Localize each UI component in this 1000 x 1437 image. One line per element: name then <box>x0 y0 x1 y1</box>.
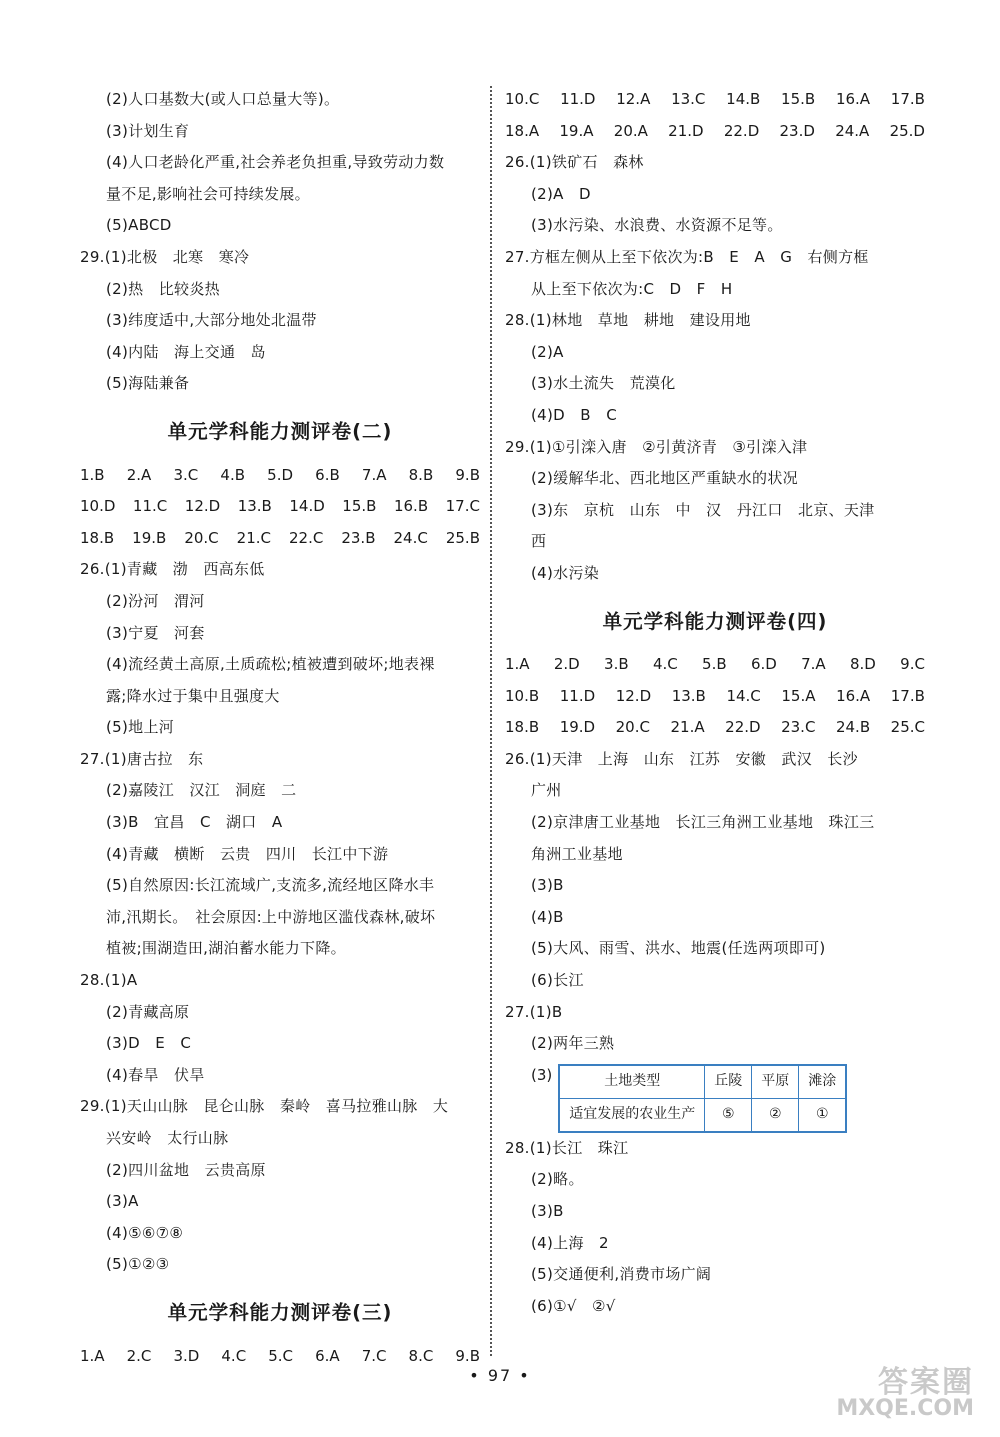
choice-answer: 11.D <box>560 90 596 108</box>
answer-line: (3)A <box>106 1192 139 1211</box>
choice-answer: 2.D <box>553 655 580 674</box>
choice-answer: 20.C <box>184 528 219 547</box>
answer-line: 26.(1)青藏 渤 西高东低 <box>80 560 265 579</box>
answer-line: (6)长江 <box>531 971 584 990</box>
answer-line: (4)青藏 横断 云贵 四川 长江中下游 <box>106 844 389 863</box>
choice-answer: 4.B <box>220 465 246 484</box>
table-cell: ① <box>799 1098 847 1132</box>
choice-answer: 24.B <box>835 718 871 737</box>
choice-answer: 15.B <box>781 90 816 108</box>
choice-answer-row <box>80 523 480 555</box>
right-column <box>505 84 925 1322</box>
column-divider <box>490 86 492 1356</box>
choice-answer: 16.B <box>393 497 429 516</box>
section-heading-3: 单元学科能力测评卷(三) <box>167 1300 393 1324</box>
choice-answer: 13.C <box>671 90 706 108</box>
choice-answer: 6.A <box>315 1346 340 1365</box>
choice-answer: 7.A <box>801 655 826 674</box>
answer-line: (5)①②③ <box>106 1255 170 1274</box>
choice-answer: 23.B <box>341 528 376 547</box>
choice-answer: 5.B <box>702 655 727 674</box>
choice-answer: 3.C <box>173 465 199 484</box>
choice-answer: 18.B <box>80 528 115 547</box>
watermark-logo <box>794 1365 974 1422</box>
section-4-choice-answers <box>505 649 925 744</box>
choice-answer: 1.A <box>505 655 530 674</box>
choice-answer: 25.B <box>445 528 480 547</box>
section-4-answers-part1 <box>505 744 925 1060</box>
choice-answer: 21.A <box>670 718 705 737</box>
choice-answer-row <box>505 649 925 681</box>
choice-answer: 22.C <box>289 528 324 547</box>
answer-line: (3)东 京杭 山东 中 汉 丹江口 北京、天津 <box>531 500 875 519</box>
land-table-row <box>505 1060 925 1133</box>
answer-line: 量不足,影响社会可持续发展。 <box>106 184 310 203</box>
answer-line: 29.(1)①引滦入唐 ②引黄济青 ③引滦入津 <box>505 437 808 456</box>
choice-answer: 25.C <box>890 718 925 737</box>
section-heading-4: 单元学科能力测评卷(四) <box>602 609 828 633</box>
choice-answer: 4.C <box>652 655 678 674</box>
choice-answer: 10.C <box>505 90 540 108</box>
answer-line: (2)京津唐工业基地 长江三角洲工业基地 珠江三 <box>531 813 875 832</box>
choice-answer: 3.B <box>604 655 629 674</box>
answer-line: (3)B <box>531 876 564 895</box>
answer-line: (4)春旱 伏旱 <box>106 1065 205 1084</box>
answer-line: (2)A D <box>531 184 591 203</box>
choice-answer: 8.B <box>408 465 434 484</box>
page-number: • 97 • <box>469 1366 531 1385</box>
choice-answer: 17.B <box>890 686 925 705</box>
answer-line: 28.(1)长江 珠江 <box>505 1138 629 1157</box>
answer-line: (2)两年三熟 <box>531 1034 615 1053</box>
table-header-cell: 平原 <box>752 1065 799 1099</box>
table-cell: 适宜发展的农业生产 <box>559 1098 705 1132</box>
answer-line: (2)人口基数大(或人口总量大等)。 <box>106 90 340 108</box>
choice-answer: 2.A <box>126 465 152 484</box>
section-2-answers <box>80 554 480 1281</box>
answer-line: (3)水土流失 荒漠化 <box>531 374 676 393</box>
choice-answer-row <box>505 84 925 116</box>
answer-line: (4)人口老龄化严重,社会养老负担重,导致劳动力数 <box>106 153 445 172</box>
choice-answer-row <box>80 460 480 492</box>
answer-line: (3)B 宜昌 C 湖口 A <box>106 813 283 832</box>
answer-line: 从上至下依次为:C D F H <box>531 279 733 298</box>
choice-answer: 9.B <box>455 1346 480 1365</box>
choice-answer-row <box>505 681 925 713</box>
answer-line: (3)D E C <box>106 1034 192 1053</box>
answer-line: (2)嘉陵江 汉江 洞庭 二 <box>106 781 297 800</box>
choice-answer: 20.C <box>615 718 650 737</box>
choice-answer: 16.A <box>835 90 871 108</box>
choice-answer: 14.B <box>726 90 761 108</box>
choice-answer: 7.A <box>361 465 387 484</box>
answer-line: (4)⑤⑥⑦⑧ <box>106 1223 184 1242</box>
choice-answer: 1.A <box>80 1346 105 1365</box>
choice-answer: 9.B <box>455 465 480 484</box>
answer-line: (3)计划生育 <box>106 121 190 140</box>
choice-answer: 21.C <box>236 528 271 547</box>
answer-line: 兴安岭 太行山脉 <box>106 1129 229 1147</box>
choice-answer: 8.D <box>850 655 876 674</box>
answer-line: (2)缓解华北、西北地区严重缺水的状况 <box>531 469 798 488</box>
answer-line: 27.(1)B <box>505 1002 563 1021</box>
answer-line: (2)四川盆地 云贵高原 <box>106 1160 266 1179</box>
choice-answer-row <box>505 116 925 148</box>
section-3-answers <box>505 147 925 589</box>
choice-answer: 5.C <box>268 1346 294 1365</box>
answer-line: (3)B <box>531 1202 564 1220</box>
choice-answer: 13.B <box>237 497 272 516</box>
table-header-cell: 丘陵 <box>705 1065 752 1099</box>
choice-answer: 7.C <box>361 1346 387 1365</box>
answer-line: (6)①√ ②√ <box>531 1296 616 1315</box>
answer-line: (2)汾河 渭河 <box>106 591 205 610</box>
answer-line: 角洲工业基地 <box>531 844 623 863</box>
choice-answer: 19.B <box>132 528 167 547</box>
answer-line: 露;降水过于集中且强度大 <box>106 686 280 705</box>
choice-answer: 20.A <box>613 121 648 140</box>
choice-answer: 16.A <box>836 686 871 705</box>
choice-answer: 4.C <box>221 1346 247 1365</box>
choice-answer: 12.D <box>615 686 652 705</box>
answer-line: (4)流经黄土高原,土质疏松;植被遭到破坏;地表裸 <box>106 655 435 674</box>
answer-line: (5)海陆兼备 <box>106 374 190 393</box>
answer-line: (2)A <box>531 342 564 361</box>
choice-answer: 24.A <box>835 121 870 140</box>
choice-answer: 22.D <box>723 121 760 140</box>
answer-line: 西 <box>531 532 547 551</box>
choice-answer: 13.B <box>671 686 706 705</box>
choice-answer: 22.D <box>725 718 761 737</box>
choice-answer: 11.D <box>559 686 596 705</box>
choice-answer: 2.C <box>126 1346 152 1365</box>
answer-line: 29.(1)北极 北寒 寒冷 <box>80 247 250 266</box>
choice-answer: 14.D <box>289 497 325 516</box>
choice-answer: 12.A <box>616 90 651 108</box>
section-heading-2: 单元学科能力测评卷(二) <box>167 419 393 443</box>
answer-line: 沛,汛期长。 社会原因:上中游地区滥伐森林,破坏 <box>106 907 436 926</box>
answer-line: (4)上海 2 <box>531 1233 609 1252</box>
choice-answer: 6.B <box>315 465 340 484</box>
answer-line: 29.(1)天山山脉 昆仑山脉 秦岭 喜马拉雅山脉 大 <box>80 1097 449 1116</box>
section-2-choice-answers <box>80 460 480 555</box>
answer-line: (5)ABCD <box>106 216 172 235</box>
choice-answer: 5.D <box>267 465 294 484</box>
choice-answer: 21.D <box>668 121 704 140</box>
choice-answer: 1.B <box>80 465 105 484</box>
choice-answer: 17.C <box>445 497 480 516</box>
choice-answer: 25.D <box>889 121 925 140</box>
answer-line: (4)B <box>531 907 564 926</box>
watermark-top: 答案圈 <box>878 1365 974 1400</box>
left-column <box>80 84 480 1372</box>
answer-line: 26.(1)天津 上海 山东 江苏 安徽 武汉 长沙 <box>505 749 858 768</box>
answer-line: 27.方框左侧从上至下依次为:B E A G 右侧方框 <box>505 247 869 266</box>
choice-answer: 19.A <box>559 121 594 140</box>
answer-line: (5)交通便利,消费市场广阔 <box>531 1265 712 1284</box>
choice-answer: 24.C <box>393 528 428 547</box>
choice-answer: 15.B <box>342 497 377 516</box>
answer-line: 植被;围湖造田,湖泊蓄水能力下降。 <box>106 939 346 958</box>
answer-line: (2)略。 <box>531 1170 584 1189</box>
answer-line: 26.(1)铁矿石 森林 <box>505 153 644 172</box>
table-header-cell: 滩涂 <box>799 1065 847 1099</box>
choice-answer: 19.D <box>559 718 596 737</box>
choice-answer-row <box>505 712 925 744</box>
choice-answer: 14.C <box>726 686 761 705</box>
answer-line: (5)自然原因:长江流域广,支流多,流经地区降水丰 <box>106 876 435 895</box>
choice-answer: 10.B <box>505 686 540 705</box>
choice-answer: 18.B <box>505 718 540 737</box>
choice-answer: 23.D <box>779 121 815 140</box>
answer-line: (3)水污染、水浪费、水资源不足等。 <box>531 216 783 235</box>
choice-answer: 9.C <box>900 655 925 674</box>
choice-answer: 11.C <box>132 497 168 516</box>
answer-line: (3)纬度适中,大部分地处北温带 <box>106 311 317 330</box>
answer-line: (2)青藏高原 <box>106 1002 190 1021</box>
choice-answer: 12.D <box>184 497 221 516</box>
answer-line: 27.(1)唐古拉 东 <box>80 749 204 768</box>
choice-answer: 8.C <box>408 1346 434 1365</box>
choice-answer-row <box>80 491 480 523</box>
table-header-cell: 土地类型 <box>559 1065 705 1099</box>
answer-line: (4)D B C <box>531 405 617 424</box>
table-header-row <box>559 1065 846 1099</box>
left-top-answers <box>80 84 480 400</box>
watermark-bottom: MXQE.COM <box>836 1396 974 1421</box>
answer-line: (2)热 比较炎热 <box>106 279 220 298</box>
table-cell: ⑤ <box>705 1098 752 1132</box>
choice-answer: 18.A <box>505 121 540 140</box>
choice-answer: 23.C <box>781 718 816 737</box>
answer-line: 广州 <box>531 781 562 800</box>
answer-line: (4)水污染 <box>531 563 600 582</box>
answer-line: 28.(1)A <box>80 971 138 990</box>
choice-answer: 15.A <box>781 686 816 705</box>
land-type-table <box>558 1064 847 1133</box>
choice-answer: 17.B <box>890 90 925 108</box>
answer-line: (5)大风、雨雪、洪水、地震(任选两项即可) <box>531 939 826 958</box>
answer-line: (5)地上河 <box>106 718 175 737</box>
table-cell: ② <box>752 1098 799 1132</box>
table-prefix: (3) <box>531 1065 553 1084</box>
answer-line: (4)内陆 海上交通 岛 <box>106 342 266 361</box>
section-3-choice-answers-rows <box>505 84 925 147</box>
choice-answer: 6.D <box>750 655 777 674</box>
section-4-answers-part2 <box>505 1133 925 1323</box>
answer-line: 28.(1)林地 草地 耕地 建设用地 <box>505 311 751 330</box>
table-row <box>559 1098 846 1132</box>
choice-answer: 10.D <box>80 497 116 516</box>
answer-line: (3)宁夏 河套 <box>106 623 205 642</box>
choice-answer: 3.D <box>173 1346 200 1365</box>
